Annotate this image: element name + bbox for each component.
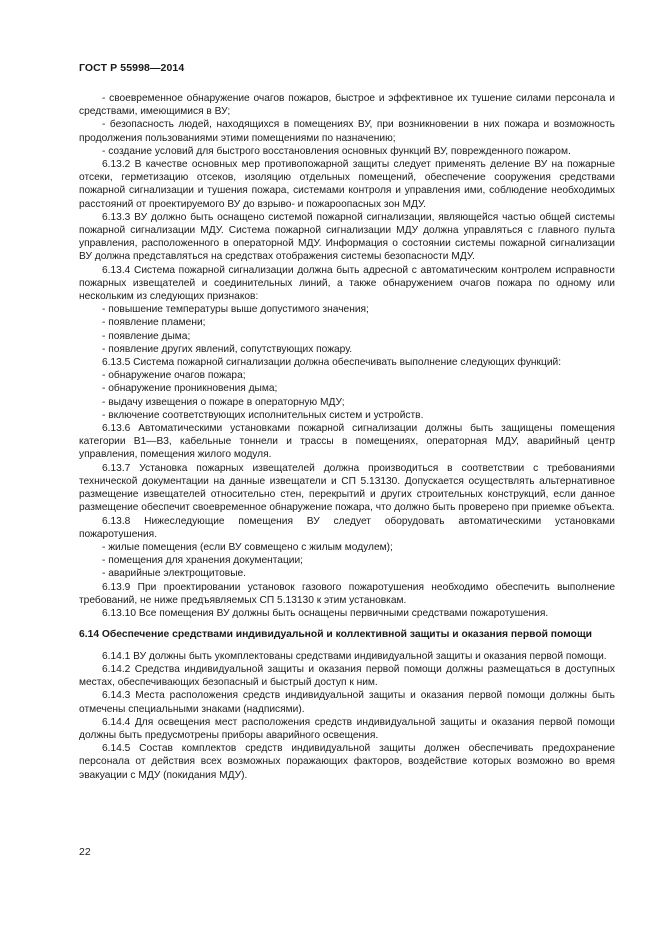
paragraph: - безопасность людей, находящихся в помещениях ВУ, при возникновении в них пожара и возможность продолжения пользованиями этими помещениями по назначению;	[79, 119, 615, 144]
page-number: 22	[79, 846, 91, 858]
list-item: - обнаружение проникновения дыма;	[102, 383, 278, 395]
paragraph: 6.13.4 Система пожарной сигнализации должна быть адресной с автоматическим контролем исправности пожарных извещателей и соединительных линий, а также обнаружением очагов пожара по одному или нескольким из следующих признаков:	[79, 264, 615, 303]
list-item: - помещения для хранения документации;	[102, 555, 304, 567]
list-item: - обнаружение очагов пожара;	[102, 370, 246, 382]
paragraph: 6.13.6 Автоматическими установками пожарной сигнализации должны быть защищены помещения категории В1—В3, кабельные тоннели и трассы в помещениях, операторная МДУ, аварийный центр управления, помещения жилого модуля.	[79, 423, 615, 461]
section-heading: 6.14 Обеспечение средствами индивидуальной и коллективной защиты и оказания первой помощи	[79, 629, 592, 641]
document-header: ГОСТ Р 55998—2014	[79, 62, 185, 74]
paragraph: 6.13.7 Установка пожарных извещателей должна производиться в соответствии с требованиями технической документации на данные извещатели и СП 5.13130. Допускается осуществлять альтернативное размещение извещателей относительно стен, перекрытий и других строительных конструкций, если данное размещение обеспечит своевременное обнаружение пожара, что должно быть проверено при приемке объекта.	[79, 462, 615, 514]
paragraph: 6.14.2 Средства индивидуальной защиты и оказания первой помощи должны размещаться в доступных местах, обеспечивающих безопасный и быстрый доступ к ним.	[79, 663, 615, 689]
paragraph: 6.14.3 Места расположения средств индивидуальной защиты и оказания первой помощи должны быть отмечены специальными знаками (надписями).	[79, 690, 615, 715]
paragraph: 6.14.4 Для освещения мест расположения средств индивидуальной защиты и оказания первой помощи должны быть предусмотрены приборы аварийного освещения.	[79, 716, 615, 741]
paragraph: 6.13.9 При проектировании установок газового пожаротушения необходимо обеспечить выполнение требований, не ниже предъявляемых СП 5.13130 к этим установкам.	[79, 581, 615, 606]
paragraph: - создание условий для быстрого восстановления основных функций ВУ, поврежденного пожаром.	[102, 145, 571, 157]
list-item: - выдачу извещения о пожаре в операторную МДУ;	[102, 396, 345, 408]
paragraph: 6.13.2 В качестве основных мер противопожарной защиты следует применять деление ВУ на пожарные отсеки, герметизацию отсеков, изоляцию отдельных помещений, обеспечение сооружения средствами пожарной сигнализации и тушения пожара, системами контроля и управления ими, соблюдение необходимых расстояний от проектируемого ВУ до взрыво- и пожароопасных зон МДУ.	[79, 159, 615, 210]
list-item: - появление дыма;	[102, 330, 191, 342]
list-item: - жилые помещения (если ВУ совмещено с жилым модулем);	[102, 541, 393, 553]
paragraph: 6.13.3 ВУ должно быть оснащено системой пожарной сигнализации, являющейся частью общей системы пожарной сигнализации МДУ. Система пожарной сигнализации МДУ должна управляться с главного пульта управления, расположенного в операторной МДУ. Информация о состоянии системы пожарной сигнализации ВУ должна представляться на средствах отображения системы безопасности МДУ.	[79, 211, 615, 263]
paragraph: 6.14.5 Состав комплектов средств индивидуальной защиты должен обеспечивать предохранение персонала от действия всех возможных поражающих факторов, воздействие которых возможно во время эвакуации с МДУ (покидания МДУ).	[79, 743, 615, 781]
paragraph: 6.14.1 ВУ должны быть укомплектованы средствами индивидуальной защиты и оказания первой помощи.	[102, 650, 607, 662]
paragraph: 6.13.10 Все помещения ВУ должны быть оснащены первичными средствами пожаротушения.	[102, 607, 549, 619]
list-item: - появление пламени;	[102, 317, 206, 329]
paragraph: 6.13.5 Система пожарной сигнализации должна обеспечивать выполнение следующих функций:	[102, 357, 562, 369]
list-item: - появление других явлений, сопутствующих пожару.	[102, 343, 353, 355]
list-item: - включение соответствующих исполнительных систем и устройств.	[102, 409, 424, 421]
paragraph: - своевременное обнаружение очагов пожаров, быстрое и эффективное их тушение силами персонала и средствами, имеющимися в ВУ;	[79, 93, 615, 118]
paragraph: 6.13.8 Нижеследующие помещения ВУ следует оборудовать автоматическими установками пожаротушения.	[79, 515, 615, 540]
list-item: - аварийные электрощитовые.	[102, 568, 247, 580]
document-body	[79, 92, 615, 782]
list-item: - повышение температуры выше допустимого значения;	[102, 304, 369, 316]
